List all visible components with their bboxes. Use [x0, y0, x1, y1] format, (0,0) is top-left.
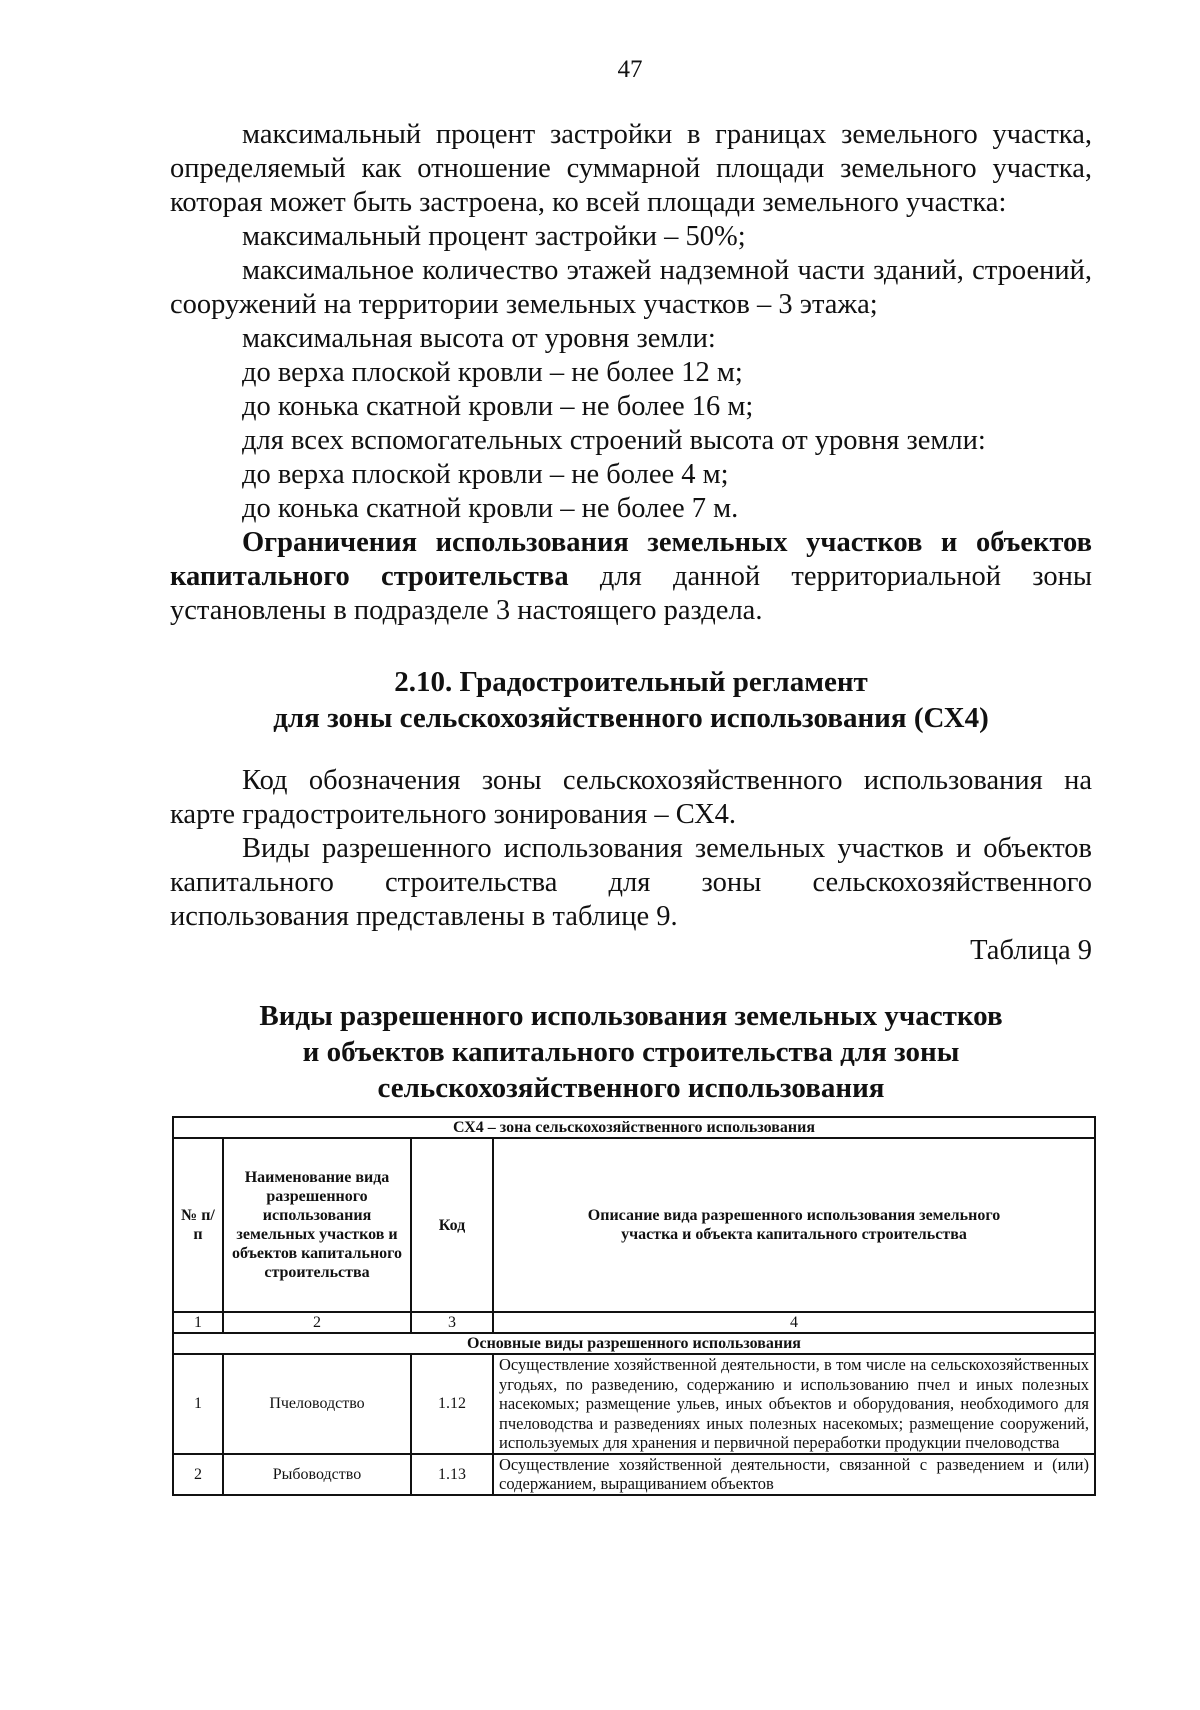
- paragraph: максимальное количество этажей надземной части зданий, строений, сооружений на территории земельных участков – 3 этажа;: [170, 255, 1092, 320]
- table-header-row: [173, 1138, 1095, 1312]
- paragraph: для всех вспомогательных строений высота от уровня земли:: [242, 425, 986, 456]
- column-header-code: Код: [411, 1138, 493, 1312]
- column-number: 3: [411, 1312, 493, 1333]
- paragraph: до верха плоской кровли – не более 12 м;: [242, 357, 743, 388]
- paragraph: максимальный процент застройки – 50%;: [242, 221, 746, 252]
- table-title: Виды разрешенного использования земельных участков: [259, 1000, 1003, 1032]
- paragraph: Код обозначения зоны сельскохозяйственного использования на карте градостроительного зонирования – СХ4.: [170, 765, 1092, 830]
- document-body: [170, 118, 1092, 1106]
- table-title: сельскохозяйственного использования: [377, 1072, 885, 1104]
- row-code: 1.13: [411, 1454, 493, 1495]
- row-name: Пчеловодство: [223, 1354, 411, 1454]
- column-number: 2: [223, 1312, 411, 1333]
- restrictions-paragraph: [170, 526, 1092, 628]
- row-number: 1: [173, 1354, 223, 1454]
- restrictions-bold: Ограничения использования земельных участков и объектов капитального строительства: [170, 527, 1092, 592]
- table-row: [173, 1354, 1095, 1454]
- column-header-description: Описание вида разрешенного использования земельного участка и объекта капитального строительства: [493, 1138, 1095, 1312]
- row-number: 2: [173, 1454, 223, 1495]
- paragraph: до верха плоской кровли – не более 4 м;: [242, 459, 729, 490]
- restrictions-rest: для данной территориальной зоны установлены в подразделе 3 настоящего раздела.: [170, 561, 1092, 626]
- table-title: и объектов капитального строительства для зоны: [302, 1036, 960, 1068]
- table-label: Таблица 9: [970, 935, 1092, 966]
- row-description: Осуществление хозяйственной деятельности, в том числе на сельскохозяйственных угодьях, по разведению, содержанию и использованию пчел и иных полезных насекомых; размещение ульев, иных объектов и оборудования, необходимого для пчеловодства и разведениях иных полезных насекомых; размещение сооружений, используемых для хранения и первичной переработки продукции пчеловодства: [493, 1354, 1095, 1454]
- column-header-number: № п/п: [173, 1138, 223, 1312]
- row-description: Осуществление хозяйственной деятельности, связанной с разведением и (или) содержанием, выращиванием объектов: [493, 1454, 1095, 1495]
- paragraph: до конька скатной кровли – не более 16 м;: [242, 391, 754, 422]
- column-number: 1: [173, 1312, 223, 1333]
- section-header: Основные виды разрешенного использования: [173, 1333, 1095, 1354]
- row-name: Рыбоводство: [223, 1454, 411, 1495]
- land-use-table: [172, 1116, 1096, 1496]
- column-number: 4: [493, 1312, 1095, 1333]
- zone-header: СХ4 – зона сельскохозяйственного использования: [173, 1117, 1095, 1138]
- column-header-name: Наименование вида разрешенного использования земельных участков и объектов капитального строительства: [223, 1138, 411, 1312]
- paragraph: до конька скатной кровли – не более 7 м.: [242, 493, 739, 524]
- page-number: 47: [617, 56, 643, 83]
- section-title: 2.10. Градостроительный регламент: [394, 666, 868, 698]
- table-zone-header-row: [173, 1117, 1095, 1138]
- paragraph: Виды разрешенного использования земельных участков и объектов капитального строительства для зоны сельскохозяйственного использования представлены в таблице 9.: [170, 833, 1092, 932]
- paragraph: максимальный процент застройки в границах земельного участка, определяемый как отношение суммарной площади земельного участка, которая может быть застроена, ко всей площади земельного участка:: [170, 119, 1092, 218]
- table-row: [173, 1454, 1095, 1495]
- paragraph: максимальная высота от уровня земли:: [242, 323, 716, 354]
- section-subtitle: для зоны сельскохозяйственного использования (СХ4): [273, 702, 989, 734]
- table-section-row: [173, 1333, 1095, 1354]
- row-code: 1.12: [411, 1354, 493, 1454]
- table-column-numbers-row: [173, 1312, 1095, 1333]
